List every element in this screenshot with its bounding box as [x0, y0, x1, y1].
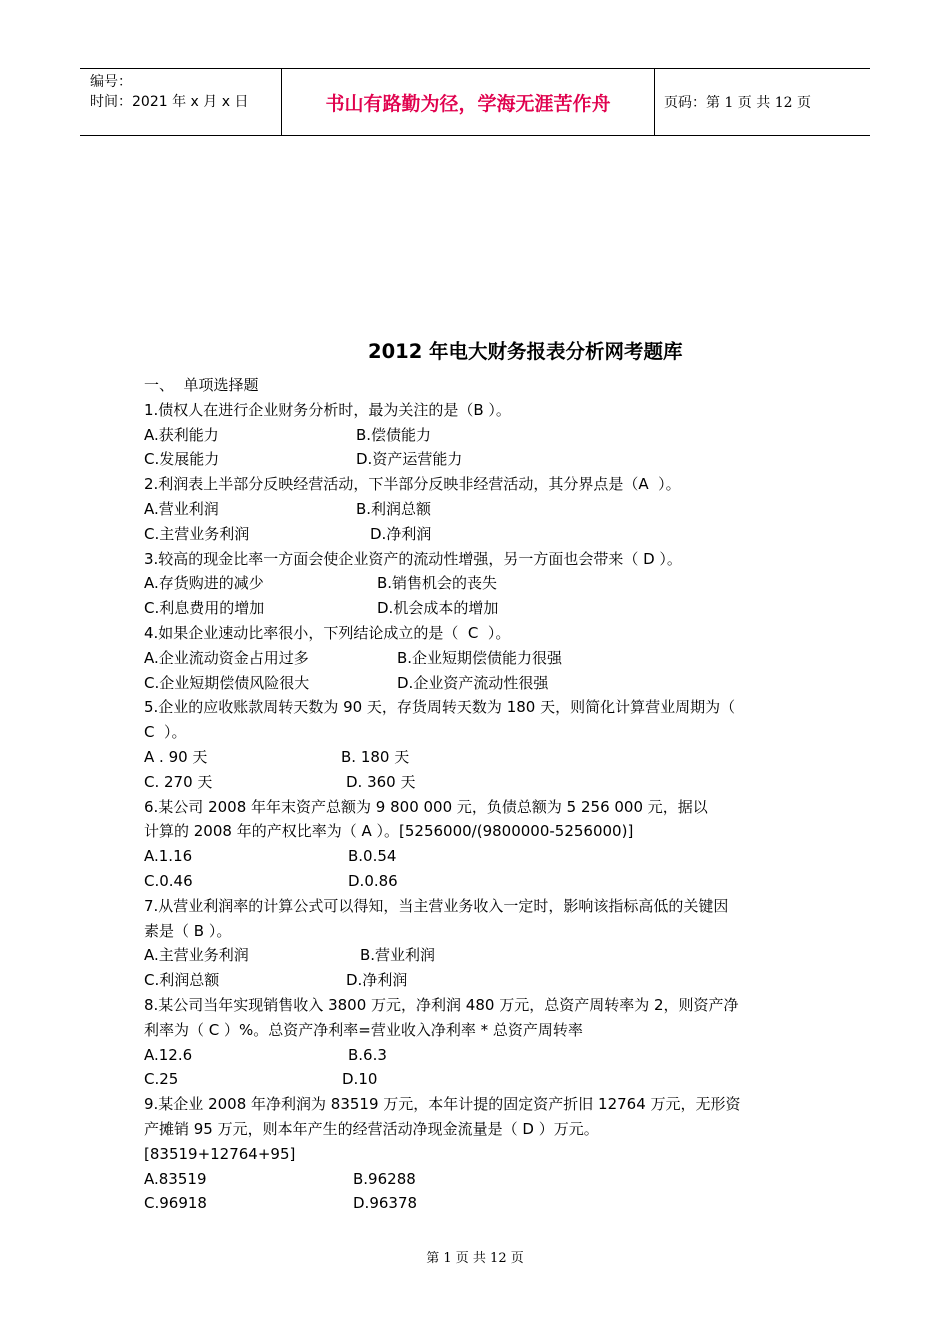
question-5: 5.企业的应收账款周转天数为 90 天，存货周转天数为 180 天，则简化计算营业周期为（: [144, 698, 736, 717]
option-b: B.销售机会的丧失: [377, 574, 498, 593]
options-row: [144, 1043, 804, 1068]
question-7-cont: 素是（ B ）。: [144, 921, 232, 940]
question-4: 4.如果企业速动比率很小，下列结论成立的是（ C ）。: [144, 623, 511, 642]
option-c: C.利润总额: [144, 971, 220, 990]
option-c: C.发展能力: [144, 450, 220, 469]
number-label: 编号：: [90, 74, 132, 90]
option-d: D.0.86: [348, 871, 398, 890]
option-d: D.96378: [353, 1194, 418, 1213]
header-motto: 书山有路勤为径，学海无涯苦作舟: [281, 69, 655, 135]
question-3: 3.较高的现金比率一方面会使企业资产的流动性增强，另一方面也会带来（ D ）。: [144, 549, 682, 568]
option-a: A.营业利润: [144, 499, 219, 518]
option-d: D. 360 天: [346, 772, 416, 791]
options-row: [144, 1167, 804, 1192]
page-header: [80, 68, 870, 136]
option-d: D.企业资产流动性很强: [397, 673, 549, 692]
option-b: B.利润总额: [356, 499, 432, 518]
option-c: C.企业短期偿债风险很大: [144, 673, 310, 692]
option-c: C. 270 天: [144, 772, 213, 791]
question-1: 1.债权人在进行企业财务分析时，最为关注的是（B ）。: [144, 400, 511, 419]
header-page-info: 页码：第 1 页 共 12 页: [664, 95, 811, 111]
option-c: C.0.46: [144, 871, 193, 890]
question-8: 8.某公司当年实现销售收入 3800 万元，净利润 480 万元，总资产周转率为 2，则资产净: [144, 995, 739, 1014]
option-a: A.获利能力: [144, 425, 219, 444]
document-title: 2012 年电大财务报表分析网考题库: [368, 340, 683, 363]
options-row: [144, 844, 804, 869]
options-row: [144, 745, 804, 770]
header-meta: [80, 69, 281, 135]
question-9-formula: [83519+12764+95]: [144, 1144, 296, 1163]
option-a: A.存货购进的减少: [144, 574, 264, 593]
question-9: 9.某企业 2008 年净利润为 83519 万元，本年计提的固定资产折旧 12764 万元，无形资: [144, 1095, 741, 1114]
option-a: A.企业流动资金占用过多: [144, 648, 309, 667]
option-b: B.偿债能力: [356, 425, 432, 444]
option-b: B. 180 天: [341, 747, 410, 766]
options-row: [144, 968, 804, 993]
options-row: [144, 1067, 804, 1092]
option-d: D.净利润: [370, 524, 432, 543]
options-row: [144, 423, 804, 448]
option-b: B.企业短期偿债能力很强: [397, 648, 563, 667]
option-b: B.0.54: [348, 847, 397, 866]
question-list: [144, 373, 804, 1216]
page-footer: 第 1 页 共 12 页: [426, 1251, 524, 1266]
option-a: A . 90 天: [144, 747, 208, 766]
options-row: [144, 869, 804, 894]
options-row: [144, 646, 804, 671]
section-heading: 一、 单项选择题: [144, 376, 259, 394]
question-5-cont: C ）。: [144, 723, 187, 742]
time-label: 时间：2021 年 x 月 x 日: [90, 94, 249, 110]
option-a: A.1.16: [144, 847, 193, 866]
option-c: C.96918: [144, 1194, 207, 1213]
options-row: [144, 497, 804, 522]
option-c: C.25: [144, 1070, 179, 1089]
option-c: C.主营业务利润: [144, 524, 250, 543]
question-6-cont: 计算的 2008 年的产权比率为（ A ）。[5256000/(9800000-5256000)]: [144, 822, 634, 841]
question-6: 6.某公司 2008 年年末资产总额为 9 800 000 元，负债总额为 5 256 000 元，据以: [144, 797, 708, 816]
option-a: A.83519: [144, 1169, 207, 1188]
option-d: D.10: [342, 1070, 378, 1089]
question-7: 7.从营业利润率的计算公式可以得知，当主营业务收入一定时，影响该指标高低的关键因: [144, 896, 729, 915]
question-9-cont: 产摊销 95 万元，则本年产生的经营活动净现金流量是（ D ）万元。: [144, 1119, 599, 1138]
options-row: [144, 522, 804, 547]
option-c: C.利息费用的增加: [144, 599, 265, 618]
question-2: 2.利润表上半部分反映经营活动，下半部分反映非经营活动，其分界点是（A ）。: [144, 475, 681, 494]
option-a: A.主营业务利润: [144, 946, 249, 965]
option-d: D.净利润: [346, 971, 408, 990]
option-b: B.营业利润: [360, 946, 436, 965]
option-d: D.机会成本的增加: [377, 599, 499, 618]
question-8-cont: 利率为（ C ）%。总资产净利率=营业收入净利率 * 总资产周转率: [144, 1020, 583, 1039]
option-b: B.6.3: [348, 1045, 387, 1064]
options-row: [144, 571, 804, 596]
option-a: A.12.6: [144, 1045, 193, 1064]
options-row: [144, 943, 804, 968]
options-row: [144, 447, 804, 472]
options-row: [144, 770, 804, 795]
options-row: [144, 1191, 804, 1216]
options-row: [144, 596, 804, 621]
option-b: B.96288: [353, 1169, 416, 1188]
options-row: [144, 671, 804, 696]
option-d: D.资产运营能力: [356, 450, 463, 469]
